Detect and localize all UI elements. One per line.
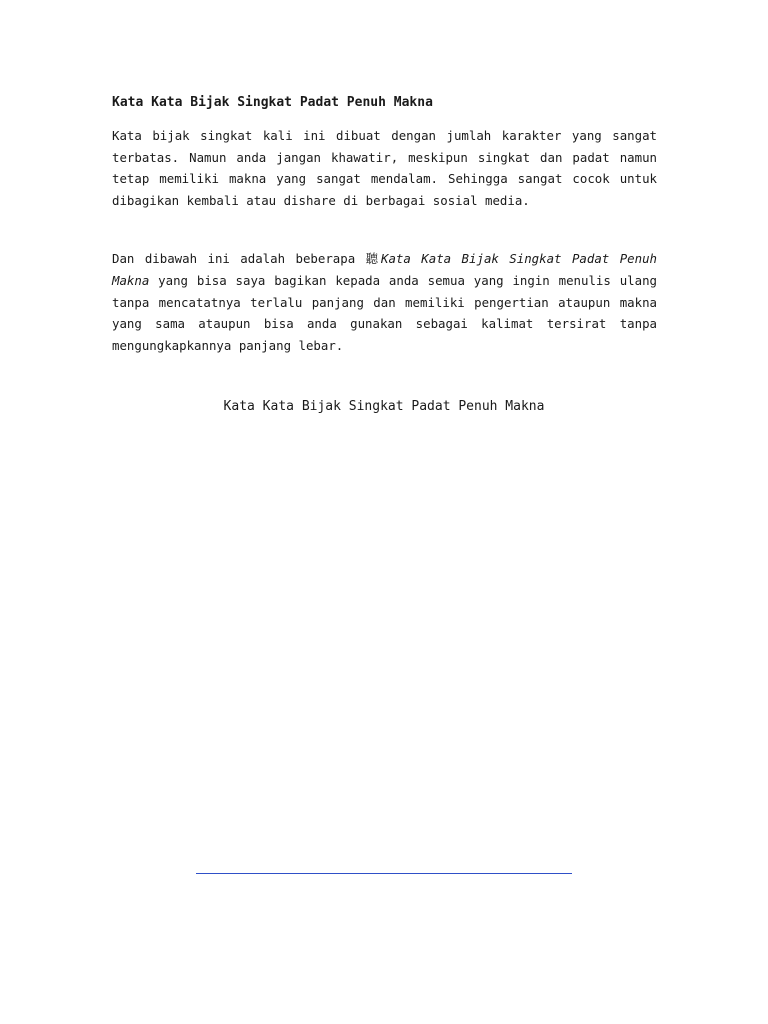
document-body	[112, 93, 657, 356]
horizontal-rule	[196, 873, 572, 874]
centered-title: Kata Kata Bijak Singkat Padat Penuh Makna	[223, 399, 545, 414]
list-intro-text-end: yang bisa saya bagikan kepada anda semua yang ingin menulis ulang tanpa mencatatnya terlalu panjang dan memiliki pengertian ataupun makna yang sama ataupun bisa anda gunakan sebagai kalimat tersirat tanpa mengungkapkannya panjang lebar.	[112, 272, 657, 353]
list-intro-text-start: Dan dibawah ini adalah beberapa 聽	[112, 251, 381, 267]
list-intro-paragraph	[112, 248, 657, 356]
intro-paragraph: Kata bijak singkat kali ini dibuat dengan jumlah karakter yang sangat terbatas. Namun anda jangan khawatir, meskipun singkat dan padat namun tetap memiliki makna yang sangat mendalam. Sehingga sangat cocok untuk dibagikan kembali atau dishare di berbagai sosial media.	[112, 128, 657, 208]
section-heading: Kata Kata Bijak Singkat Padat Penuh Makna	[112, 95, 433, 110]
list-intro-italic-title: Kata Kata Bijak Singkat Padat Penuh Makna	[112, 251, 658, 288]
